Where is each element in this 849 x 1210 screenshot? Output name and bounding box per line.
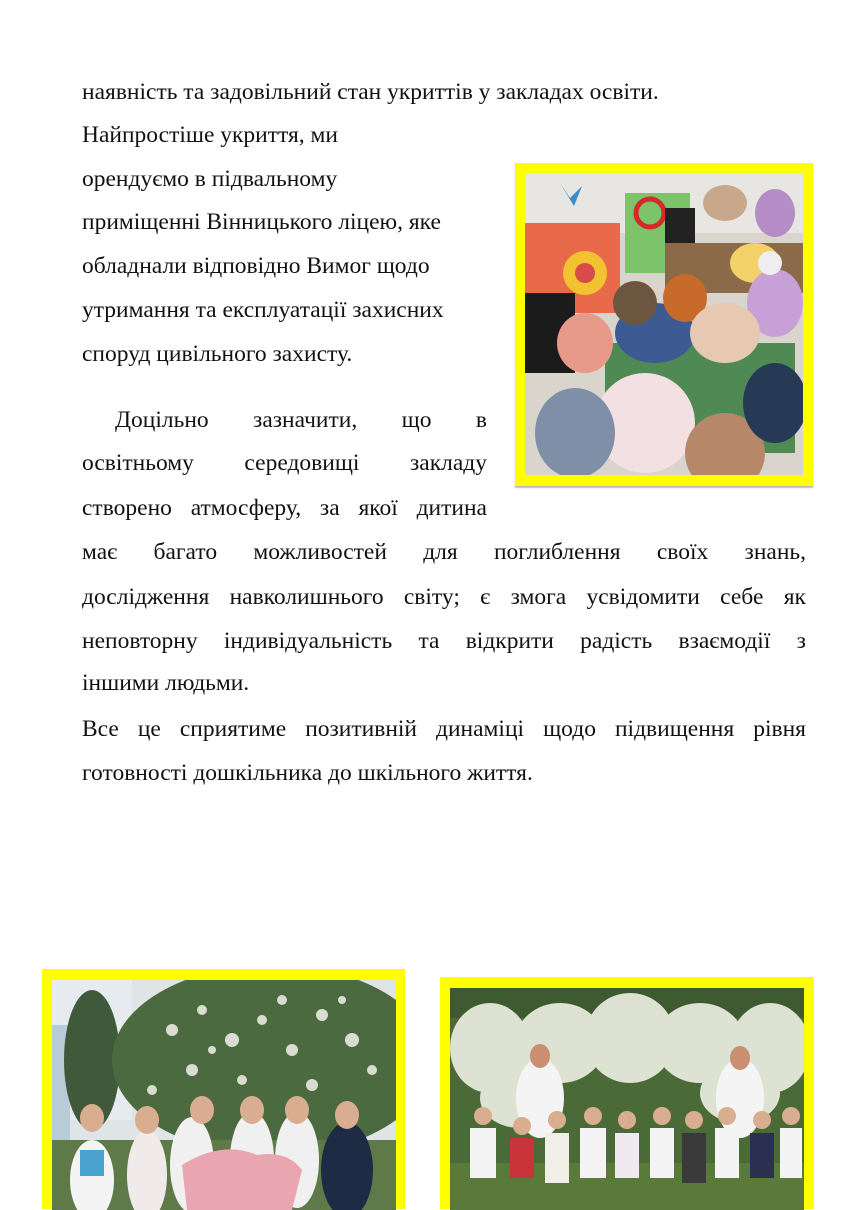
word: атмосферу, bbox=[190, 495, 302, 521]
word: динаміці bbox=[436, 716, 525, 742]
photo-frame-map bbox=[42, 969, 405, 1209]
word: підвищення bbox=[614, 716, 735, 742]
text-line-justified bbox=[82, 448, 487, 478]
word: дитина bbox=[416, 495, 487, 521]
word: та bbox=[418, 628, 440, 654]
word: себе bbox=[720, 584, 764, 610]
word: Доцільно bbox=[115, 407, 209, 433]
word: як bbox=[783, 584, 806, 610]
word: щодо bbox=[543, 716, 596, 742]
text-line: споруд цивільного захисту. bbox=[82, 341, 353, 367]
text-line: готовності дошкільника до шкільного життя. bbox=[82, 760, 533, 786]
word: усвідомити bbox=[586, 584, 700, 610]
word: індивідуальність bbox=[223, 628, 393, 654]
photo-frame-hearts bbox=[440, 977, 814, 1209]
word: що bbox=[401, 407, 432, 433]
word: в bbox=[475, 407, 487, 433]
text-line-justified bbox=[82, 537, 806, 567]
text-line: обладнали відповідно Вимог щодо bbox=[82, 253, 430, 279]
word: закладу bbox=[409, 450, 487, 476]
word: відкрити bbox=[465, 628, 554, 654]
word: освітньому bbox=[82, 450, 194, 476]
word: поглиблення bbox=[493, 539, 621, 565]
text-line-justified bbox=[82, 493, 487, 523]
word: має bbox=[82, 539, 118, 565]
word: своїх bbox=[656, 539, 709, 565]
word: з bbox=[796, 628, 806, 654]
text-line: утримання та експлуатації захисних bbox=[82, 297, 444, 323]
word: створено bbox=[82, 495, 172, 521]
word: змога bbox=[510, 584, 567, 610]
word: дослідження bbox=[82, 584, 210, 610]
word: Все bbox=[82, 716, 119, 742]
word: можливостей bbox=[253, 539, 387, 565]
word: це bbox=[137, 716, 161, 742]
word: багато bbox=[153, 539, 218, 565]
text-line-justified bbox=[82, 714, 806, 744]
word: неповторну bbox=[82, 628, 198, 654]
word: зазначити, bbox=[253, 407, 358, 433]
text-line: наявність та задовільний стан укриттів у закладах освіти. bbox=[82, 79, 659, 105]
word: світу; bbox=[403, 584, 460, 610]
photo-children-playing bbox=[525, 173, 803, 475]
word: для bbox=[423, 539, 458, 565]
photo-children-hearts bbox=[450, 988, 804, 1210]
word: якої bbox=[358, 495, 398, 521]
word: сприятиме bbox=[179, 716, 287, 742]
text-line-justified bbox=[82, 582, 806, 612]
word: позитивній bbox=[305, 716, 417, 742]
word: навколишнього bbox=[229, 584, 384, 610]
word: за bbox=[319, 495, 340, 521]
word: рівня bbox=[753, 716, 806, 742]
word: радість bbox=[580, 628, 653, 654]
word: середовищі bbox=[244, 450, 360, 476]
text-line: Найпростіше укриття, ми bbox=[82, 122, 338, 148]
word: взаємодії bbox=[678, 628, 771, 654]
text-line: приміщенні Вінницького ліцею, яке bbox=[82, 209, 441, 235]
text-line-justified bbox=[82, 405, 487, 435]
word: є bbox=[480, 584, 491, 610]
text-line: орендуємо в підвальному bbox=[82, 166, 338, 192]
word: знань, bbox=[744, 539, 806, 565]
text-line: іншими людьми. bbox=[82, 670, 250, 696]
photo-frame-shelter bbox=[515, 163, 813, 486]
photo-children-with-map bbox=[52, 980, 396, 1210]
text-line-justified bbox=[82, 626, 806, 656]
